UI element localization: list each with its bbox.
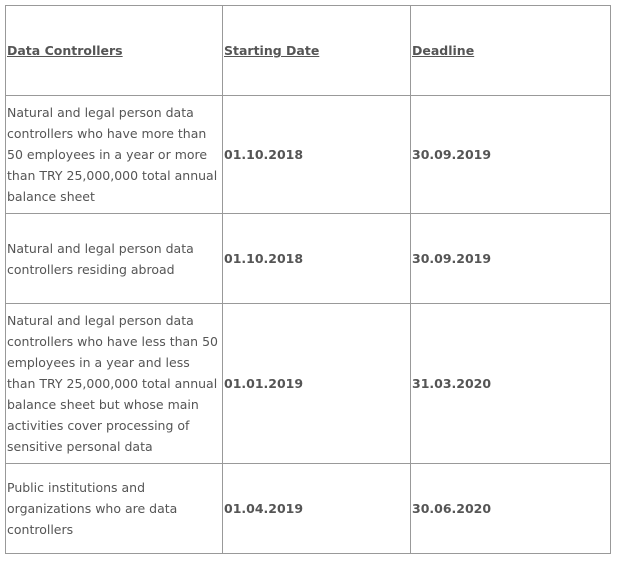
deadline-cell: 30.06.2020 [411,464,611,554]
controller-cell: Natural and legal person data controllers who have more than 50 employees in a year or more than TRY 25,000,000 total annual balance sheet [6,96,223,214]
table-row [6,214,611,304]
starting-date-cell: 01.10.2018 [223,214,411,304]
table-row [6,304,611,464]
registration-deadlines-table-container [5,5,611,554]
controller-cell: Public institutions and organizations who are data controllers [6,464,223,554]
header-data-controllers: Data Controllers [6,6,223,96]
deadline-cell: 30.09.2019 [411,96,611,214]
controller-cell: Natural and legal person data controllers who have less than 50 employees in a year and less than TRY 25,000,000 total annual balance sheet but whose main activities cover processing of sensitive personal data [6,304,223,464]
header-starting-date: Starting Date [223,6,411,96]
deadline-cell: 30.09.2019 [411,214,611,304]
controller-cell: Natural and legal person data controllers residing abroad [6,214,223,304]
starting-date-cell: 01.10.2018 [223,96,411,214]
header-row [6,6,611,96]
starting-date-cell: 01.01.2019 [223,304,411,464]
starting-date-cell: 01.04.2019 [223,464,411,554]
registration-deadlines-table [5,5,611,554]
table-row [6,96,611,214]
table-row [6,464,611,554]
deadline-cell: 31.03.2020 [411,304,611,464]
header-deadline: Deadline [411,6,611,96]
